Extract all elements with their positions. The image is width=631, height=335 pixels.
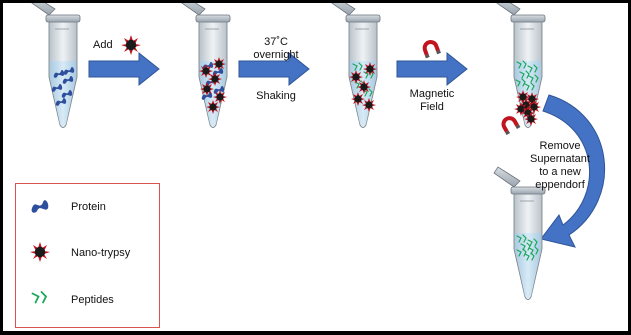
legend [15, 183, 160, 328]
arrow-add [89, 53, 159, 85]
magnet-icon [420, 38, 441, 59]
add-label: Add [93, 39, 113, 51]
tube-proteins [29, 3, 80, 128]
tube-digestion [179, 3, 230, 128]
temperature-label: 37˚C [264, 36, 288, 48]
magnetic-field-label: Magnetic Field [409, 88, 455, 113]
diagram-canvas [3, 3, 628, 331]
legend-label-nano-trypsin: Nano-trypsy [71, 247, 131, 259]
overnight-label: overnight [253, 49, 299, 61]
legend-label-peptides: Peptides [71, 294, 114, 306]
remove-supernatant-label: Remove Supernatant to a new eppendorf [530, 140, 590, 191]
tube-peptides [329, 3, 380, 128]
shaking-label: Shaking [256, 90, 296, 102]
legend-label-protein: Protein [71, 201, 106, 213]
magnet-side-icon [499, 113, 521, 135]
arrow-magnetic [397, 53, 467, 85]
tube-separated [494, 3, 545, 128]
